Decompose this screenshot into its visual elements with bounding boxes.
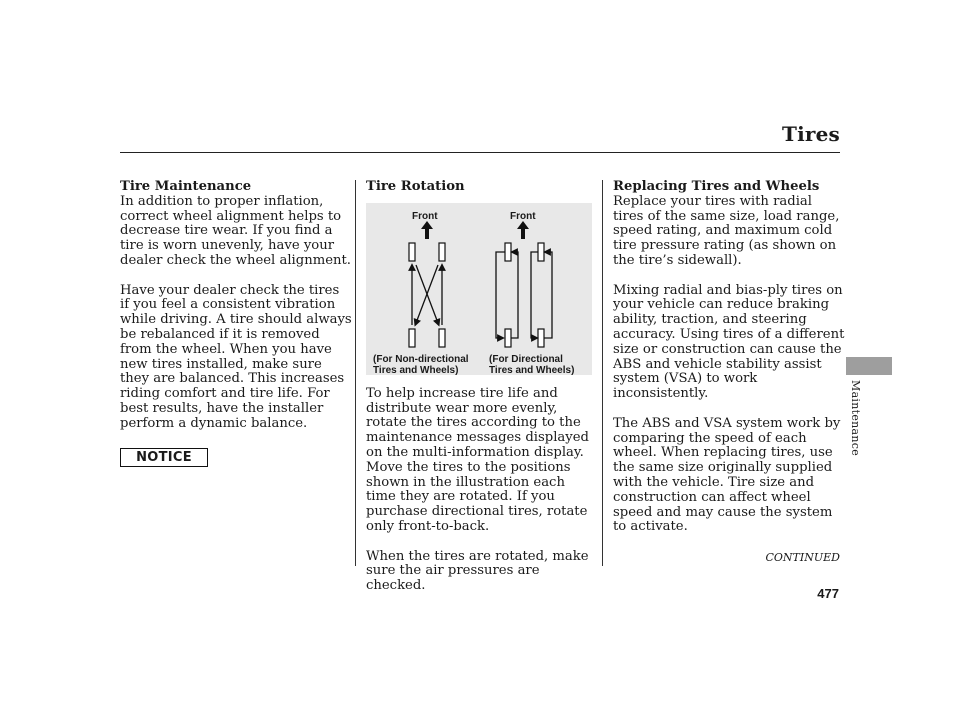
section-tab-marker xyxy=(846,357,892,375)
section-heading-replacing-tires: Replacing Tires and Wheels xyxy=(613,179,820,194)
paragraph: Mixing radial and bias-ply tires on your vehicle can reduce braking ability, traction, and steering accuracy. Using tires of a different size or construction can cause the ABS and vehicle stability assist system (VSA) to work inconsistently. xyxy=(613,282,845,402)
column-replacing-tires xyxy=(613,180,845,550)
paragraph: To help increase tire life and distribute wear more evenly, rotate the tires according to the maintenance messages displayed on the multi-information display. Move the tires to the positions shown in the illustration each time they are rotated. If you purchase directional tires, rotate only front-to-back. xyxy=(366,385,589,534)
caption-non-directional-2: Tires and Wheels) xyxy=(373,364,459,376)
front-arrow-left-icon xyxy=(421,221,433,239)
notice-badge: NOTICE xyxy=(120,448,208,467)
section-heading-tire-rotation: Tire Rotation xyxy=(366,179,465,194)
paragraph: Have your dealer check the tires if you feel a consistent vibration while driving. A tire should always be rebalanced if it is removed from the wheel. When you have new tires installed, make sure they are balanced. This increases riding comfort and tire life. For best results, have the installer perform a dynamic balance. xyxy=(120,282,352,431)
header-rule xyxy=(120,152,840,153)
caption-non-directional-1: (For Non-directional xyxy=(373,353,469,365)
tire-front-left xyxy=(409,243,415,261)
tire-front-right xyxy=(439,243,445,261)
column-divider-2 xyxy=(602,180,603,566)
tire-rotation-diagram xyxy=(366,203,592,375)
paragraph: The ABS and VSA system work by comparing the speed of each wheel. When replacing tires, use the same size originally supplied with the vehicle. Tire size and construction can affect wheel speed and may cause the system to activate. xyxy=(613,415,841,535)
tire-rear-left-directional xyxy=(505,329,511,347)
section-tab-label: Maintenance xyxy=(849,380,862,457)
continued-label: CONTINUED xyxy=(765,551,840,564)
front-arrow-right-icon xyxy=(517,221,529,239)
caption-directional-2: Tires and Wheels) xyxy=(489,364,575,376)
page-title: Tires xyxy=(781,122,840,146)
caption-directional-1: (For Directional xyxy=(489,353,563,365)
rotation-diagram-svg xyxy=(366,203,592,375)
page-number: 477 xyxy=(817,586,839,601)
column-tire-maintenance xyxy=(120,180,352,467)
tire-rear-left xyxy=(409,329,415,347)
column-tire-rotation xyxy=(366,180,594,609)
paragraph: Replace your tires with radial tires of the same size, load range, speed rating, and maximum cold tire pressure rating (as shown on the tire’s sidewall). xyxy=(613,193,840,268)
tire-front-left-directional xyxy=(505,243,511,261)
front-label-right: Front xyxy=(510,210,536,222)
front-label-left: Front xyxy=(412,210,438,222)
tire-rear-right-directional xyxy=(538,329,544,347)
paragraph: In addition to proper inflation, correct wheel alignment helps to decrease tire wear. If you find a tire is worn unevenly, have your dealer check the wheel alignment. xyxy=(120,193,351,268)
column-divider-1 xyxy=(355,180,356,566)
section-heading-tire-maintenance: Tire Maintenance xyxy=(120,179,252,194)
tire-rear-right xyxy=(439,329,445,347)
paragraph: When the tires are rotated, make sure the air pressures are checked. xyxy=(366,548,589,594)
tire-front-right-directional xyxy=(538,243,544,261)
